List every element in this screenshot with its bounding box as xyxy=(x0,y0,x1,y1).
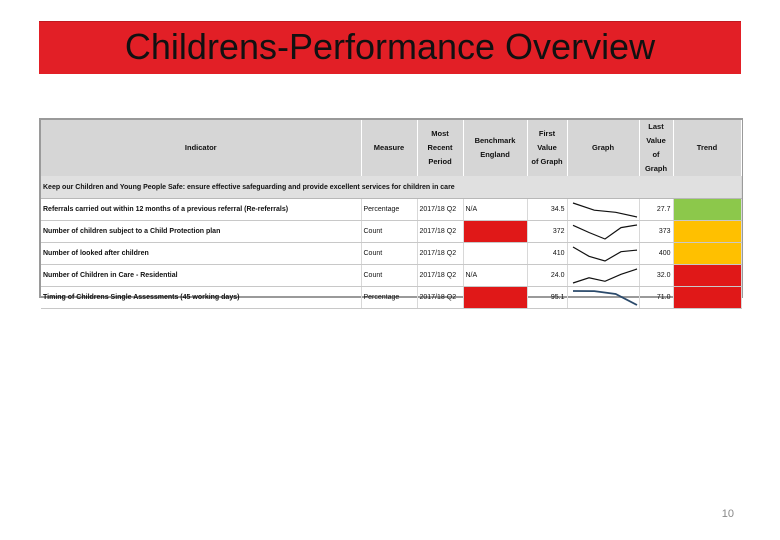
section-label: Keep our Children and Young People Safe: ensure effective safeguarding and provide excellent services for children in care xyxy=(41,176,741,199)
cell-last-value: 27.7 xyxy=(639,199,673,221)
header-first-value xyxy=(527,120,567,176)
header-measure: Measure xyxy=(361,120,417,176)
cell-period: 2017/18 Q2 xyxy=(417,265,463,287)
cell-indicator: Number of children subject to a Child Protection plan xyxy=(41,221,361,243)
performance-table-panel xyxy=(39,118,743,301)
header-period xyxy=(417,120,463,176)
header-period-line2: Period xyxy=(428,157,452,166)
cell-last-value: 400 xyxy=(639,243,673,265)
cell-benchmark: N/A xyxy=(463,265,527,287)
cell-first-value: 34.5 xyxy=(527,199,567,221)
sparkline-line xyxy=(573,291,637,305)
cell-indicator: Timing of Childrens Single Assessments (45 working days) xyxy=(41,287,361,309)
cell-indicator: Referrals carried out within 12 months of a previous referral (Re-referrals) xyxy=(41,199,361,221)
header-first-line2: of Graph xyxy=(531,157,563,166)
cell-last-value: 373 xyxy=(639,221,673,243)
cell-measure: Count xyxy=(361,243,417,265)
title-banner xyxy=(39,21,741,74)
cell-trend-status xyxy=(673,265,741,287)
header-first-line1: First Value xyxy=(537,129,557,152)
cell-indicator: Number of looked after children xyxy=(41,243,361,265)
page-title: Childrens-Performance Overview xyxy=(124,26,656,67)
cell-trend-status xyxy=(673,287,741,309)
header-trend: Trend xyxy=(673,120,741,176)
cell-measure: Count xyxy=(361,221,417,243)
sparkline-line xyxy=(573,247,637,261)
performance-table xyxy=(41,120,742,309)
sparkline-line xyxy=(573,269,637,283)
cell-period: 2017/18 Q2 xyxy=(417,199,463,221)
table-row xyxy=(41,287,741,309)
sparkline-line xyxy=(573,225,637,239)
table-row xyxy=(41,265,741,287)
cell-last-value: 71.0 xyxy=(639,287,673,309)
cell-benchmark xyxy=(463,221,527,243)
cell-benchmark xyxy=(463,243,527,265)
cell-graph xyxy=(567,199,639,221)
cell-period: 2017/18 Q2 xyxy=(417,287,463,309)
cell-graph xyxy=(567,265,639,287)
table-header-row xyxy=(41,120,741,176)
cell-graph xyxy=(567,221,639,243)
sparkline xyxy=(570,288,640,308)
table-row xyxy=(41,221,741,243)
cell-trend-status xyxy=(673,199,741,221)
cell-benchmark: N/A xyxy=(463,199,527,221)
cell-trend-status xyxy=(673,243,741,265)
sparkline xyxy=(570,200,640,220)
header-last-line1: Last Value xyxy=(646,122,666,145)
cell-benchmark xyxy=(463,287,527,309)
cell-first-value: 24.0 xyxy=(527,265,567,287)
table-row xyxy=(41,199,741,221)
sparkline xyxy=(570,222,640,242)
header-period-line1: Most Recent xyxy=(427,129,453,152)
sparkline-line xyxy=(573,203,637,217)
cell-first-value: 372 xyxy=(527,221,567,243)
section-row xyxy=(41,176,741,199)
sparkline xyxy=(570,244,640,264)
cell-last-value: 32.0 xyxy=(639,265,673,287)
cell-trend-status xyxy=(673,221,741,243)
cell-first-value: 95.1 xyxy=(527,287,567,309)
header-graph: Graph xyxy=(567,120,639,176)
cell-graph xyxy=(567,243,639,265)
cell-period: 2017/18 Q2 xyxy=(417,243,463,265)
page-number: 10 xyxy=(721,508,734,520)
header-last-value xyxy=(639,120,673,176)
header-benchmark: Benchmark England xyxy=(463,120,527,176)
table-row xyxy=(41,243,741,265)
cell-first-value: 410 xyxy=(527,243,567,265)
sparkline xyxy=(570,266,640,286)
cell-indicator: Number of Children in Care - Residential xyxy=(41,265,361,287)
cell-measure: Percentage xyxy=(361,199,417,221)
cell-period: 2017/18 Q2 xyxy=(417,221,463,243)
header-last-line2: of Graph xyxy=(644,150,668,173)
header-indicator: Indicator xyxy=(41,120,361,176)
cell-measure: Percentage xyxy=(361,287,417,309)
cell-graph xyxy=(567,287,639,309)
cell-measure: Count xyxy=(361,265,417,287)
